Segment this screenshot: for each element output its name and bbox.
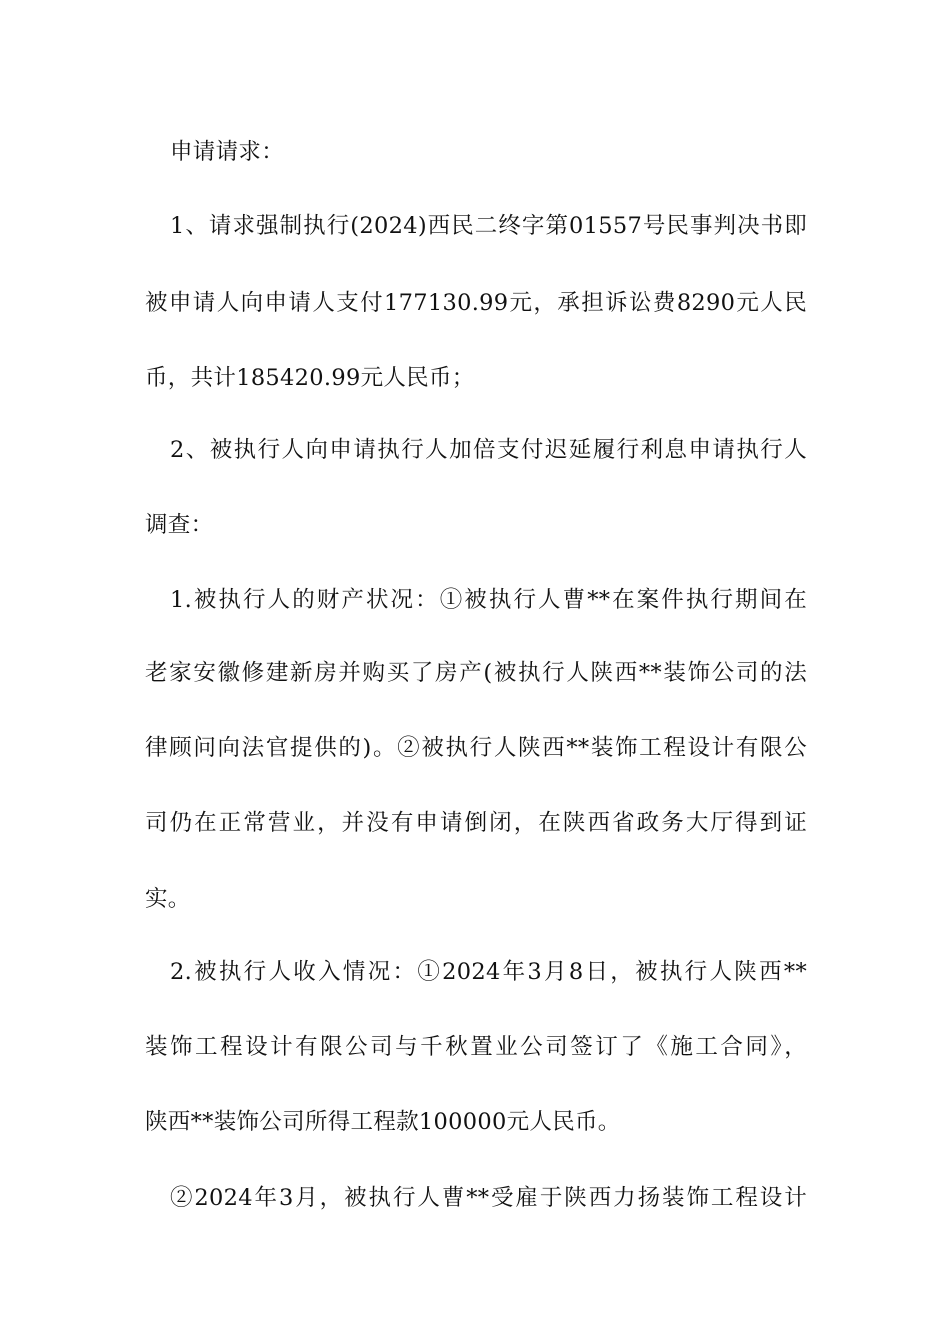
paragraph-line: 司仍在正常营业，并没有申请倒闭，在陕西省政务大厅得到证 — [145, 810, 807, 836]
paragraph-line: 被申请人向申请人支付177130.99元，承担诉讼费8290元人民 — [145, 290, 807, 316]
paragraph-line: 陕西**装饰公司所得工程款100000元人民币。 — [145, 1109, 621, 1135]
paragraph-line: 1.被执行人的财产状况：①被执行人曹**在案件执行期间在 — [170, 587, 807, 613]
paragraph-line: 2.被执行人收入情况：①2024年3月8日，被执行人陕西** — [170, 959, 807, 985]
paragraph-line: ②2024年3月，被执行人曹**受雇于陕西力扬装饰工程设计 — [170, 1185, 807, 1211]
paragraph-line: 1、请求强制执行(2024)西民二终字第01557号民事判决书即 — [170, 213, 807, 239]
section-heading: 申请请求： — [170, 139, 285, 165]
paragraph-line: 2、被执行人向申请执行人加倍支付迟延履行利息申请执行人 — [170, 437, 807, 463]
paragraph-line: 律顾问向法官提供的)。②被执行人陕西**装饰工程设计有限公 — [145, 735, 807, 761]
paragraph-line: 装饰工程设计有限公司与千秋置业公司签订了《施工合同》， — [145, 1034, 807, 1060]
paragraph-line: 币，共计185420.99元人民币； — [145, 365, 475, 391]
paragraph-line: 老家安徽修建新房并购买了房产(被执行人陕西**装饰公司的法 — [145, 660, 807, 686]
paragraph-line: 实。 — [145, 886, 191, 912]
paragraph-line: 调查： — [145, 512, 214, 538]
